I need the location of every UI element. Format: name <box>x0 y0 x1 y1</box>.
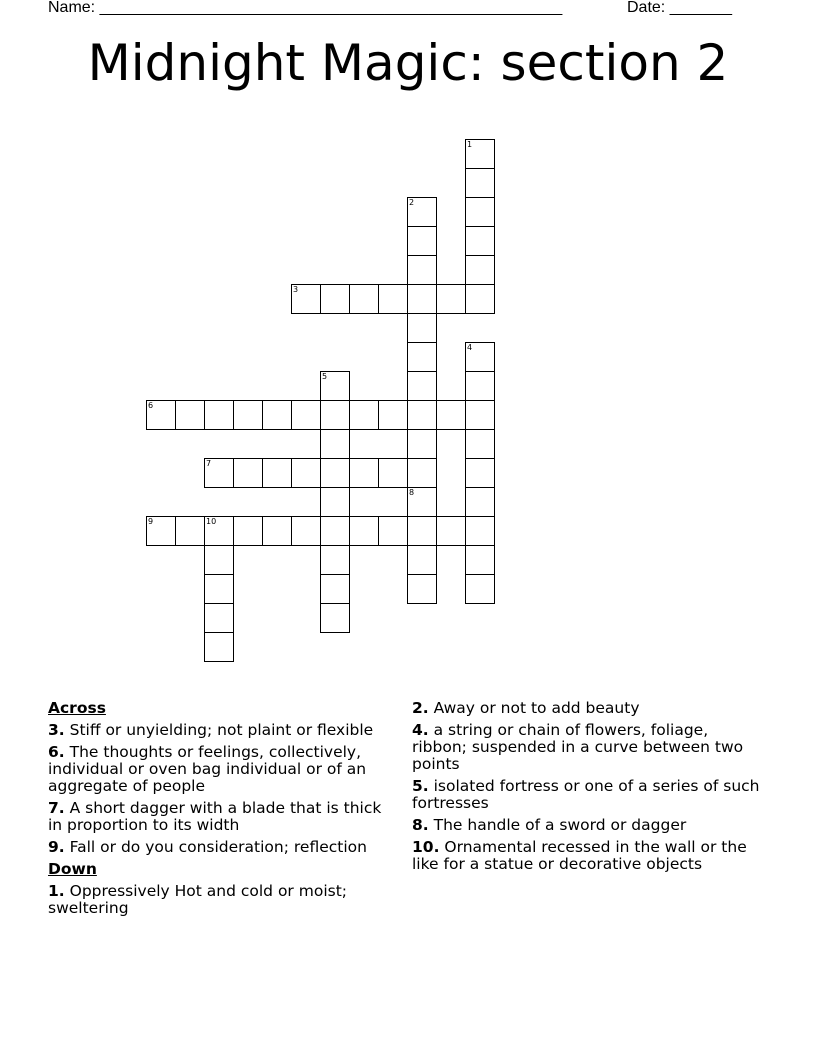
clue-number: 10 <box>206 517 217 526</box>
grid-cell[interactable] <box>320 574 350 604</box>
clue-item <box>412 700 767 717</box>
grid-cell[interactable] <box>407 574 437 604</box>
clue-item-number: 8. <box>412 816 429 834</box>
grid-cell[interactable] <box>320 458 350 488</box>
grid-cell[interactable] <box>378 400 408 430</box>
grid-cell[interactable] <box>233 400 263 430</box>
grid-cell[interactable] <box>320 487 350 517</box>
grid-cell[interactable] <box>465 371 495 401</box>
clue-item-number: 9. <box>48 838 65 856</box>
clues-right-column <box>412 700 767 878</box>
grid-cell[interactable] <box>146 516 176 546</box>
grid-cell[interactable] <box>320 429 350 459</box>
grid-cell[interactable] <box>320 516 350 546</box>
clue-number: 1 <box>467 140 473 149</box>
grid-cell[interactable] <box>320 603 350 633</box>
grid-cell[interactable] <box>204 516 234 546</box>
grid-cell[interactable] <box>349 458 379 488</box>
grid-cell[interactable] <box>204 400 234 430</box>
clue-number: 2 <box>409 198 415 207</box>
grid-cell[interactable] <box>233 458 263 488</box>
grid-cell[interactable] <box>465 226 495 256</box>
clue-number: 4 <box>467 343 473 352</box>
grid-cell[interactable] <box>378 284 408 314</box>
clue-number: 6 <box>148 401 154 410</box>
grid-cell[interactable] <box>465 342 495 372</box>
clue-number: 3 <box>293 285 299 294</box>
grid-cell[interactable] <box>407 516 437 546</box>
grid-cell[interactable] <box>175 400 205 430</box>
grid-cell[interactable] <box>465 168 495 198</box>
clue-item-text: Away or not to add beauty <box>433 699 640 717</box>
clue-item <box>48 722 393 739</box>
clue-item-text: A short dagger with a blade that is thick in proportion to its width <box>48 799 382 834</box>
date-field-label: Date: _______ <box>627 0 732 16</box>
grid-cell[interactable] <box>204 545 234 575</box>
grid-cell[interactable] <box>407 284 437 314</box>
grid-cell[interactable] <box>291 458 321 488</box>
grid-cell[interactable] <box>175 516 205 546</box>
clue-item <box>48 800 393 834</box>
grid-cell[interactable] <box>407 342 437 372</box>
clue-number: 9 <box>148 517 154 526</box>
clue-item-number: 2. <box>412 699 429 717</box>
clue-item-number: 6. <box>48 743 65 761</box>
grid-cell[interactable] <box>465 516 495 546</box>
clue-item-number: 10. <box>412 838 440 856</box>
clue-item-text: Fall or do you consideration; reflection <box>69 838 367 856</box>
grid-cell[interactable] <box>349 400 379 430</box>
grid-cell[interactable] <box>465 545 495 575</box>
clue-item <box>412 839 767 873</box>
clue-item-number: 3. <box>48 721 65 739</box>
grid-cell[interactable] <box>204 458 234 488</box>
grid-cell[interactable] <box>233 516 263 546</box>
clue-item-number: 7. <box>48 799 65 817</box>
grid-cell[interactable] <box>378 516 408 546</box>
clue-item <box>412 778 767 812</box>
grid-cell[interactable] <box>349 516 379 546</box>
clue-item-number: 5. <box>412 777 429 795</box>
grid-cell[interactable] <box>320 400 350 430</box>
grid-cell[interactable] <box>407 487 437 517</box>
grid-cell[interactable] <box>320 371 350 401</box>
clue-item-text: Oppressively Hot and cold or moist; sweltering <box>48 882 347 917</box>
grid-cell[interactable] <box>320 284 350 314</box>
clue-section-heading: Down <box>48 860 97 878</box>
grid-cell[interactable] <box>465 284 495 314</box>
clue-item-text: Stiff or unyielding; not plaint or flexible <box>69 721 374 739</box>
grid-cell[interactable] <box>204 632 234 662</box>
grid-cell[interactable] <box>436 400 466 430</box>
grid-cell[interactable] <box>465 400 495 430</box>
clue-item-number: 1. <box>48 882 65 900</box>
grid-cell[interactable] <box>465 429 495 459</box>
clue-number: 7 <box>206 459 212 468</box>
grid-cell[interactable] <box>465 139 495 169</box>
clue-item-text: The handle of a sword or dagger <box>433 816 687 834</box>
grid-cell[interactable] <box>146 400 176 430</box>
clue-item <box>48 839 393 856</box>
grid-cell[interactable] <box>436 516 466 546</box>
grid-cell[interactable] <box>291 284 321 314</box>
grid-cell[interactable] <box>465 458 495 488</box>
clue-item-number: 4. <box>412 721 429 739</box>
clue-item-text: a string or chain of flowers, foliage, ribbon; suspended in a curve between two points <box>412 721 744 773</box>
grid-cell[interactable] <box>407 545 437 575</box>
grid-cell[interactable] <box>407 226 437 256</box>
grid-cell[interactable] <box>320 545 350 575</box>
grid-cell[interactable] <box>407 313 437 343</box>
grid-cell[interactable] <box>407 371 437 401</box>
puzzle-title: Midnight Magic: section 2 <box>87 34 729 92</box>
grid-cell[interactable] <box>262 516 292 546</box>
clue-item <box>412 722 767 773</box>
grid-cell[interactable] <box>349 284 379 314</box>
clue-item-text: isolated fortress or one of a series of such fortresses <box>412 777 760 812</box>
grid-cell[interactable] <box>465 574 495 604</box>
grid-cell[interactable] <box>407 400 437 430</box>
grid-cell[interactable] <box>262 400 292 430</box>
grid-cell[interactable] <box>465 197 495 227</box>
clue-item <box>48 744 393 795</box>
grid-cell[interactable] <box>407 197 437 227</box>
grid-cell[interactable] <box>204 574 234 604</box>
grid-cell[interactable] <box>436 284 466 314</box>
grid-cell[interactable] <box>204 603 234 633</box>
clue-number: 5 <box>322 372 328 381</box>
clue-item-text: The thoughts or feelings, collectively, individual or oven bag individual or of an aggregate of people <box>48 743 367 795</box>
clues-left-column <box>48 700 393 922</box>
grid-cell[interactable] <box>407 458 437 488</box>
grid-cell[interactable] <box>465 487 495 517</box>
grid-cell[interactable] <box>291 516 321 546</box>
grid-cell[interactable] <box>407 255 437 285</box>
clue-section-heading: Across <box>48 699 106 717</box>
grid-cell[interactable] <box>378 458 408 488</box>
clue-number: 8 <box>409 488 415 497</box>
name-field-label: Name: ____________________________________________________ <box>48 0 563 16</box>
grid-cell[interactable] <box>407 429 437 459</box>
grid-cell[interactable] <box>465 255 495 285</box>
clue-item-text: Ornamental recessed in the wall or the like for a statue or decorative objects <box>412 838 747 873</box>
clue-item <box>48 883 393 917</box>
clue-item <box>412 817 767 834</box>
grid-cell[interactable] <box>291 400 321 430</box>
grid-cell[interactable] <box>262 458 292 488</box>
